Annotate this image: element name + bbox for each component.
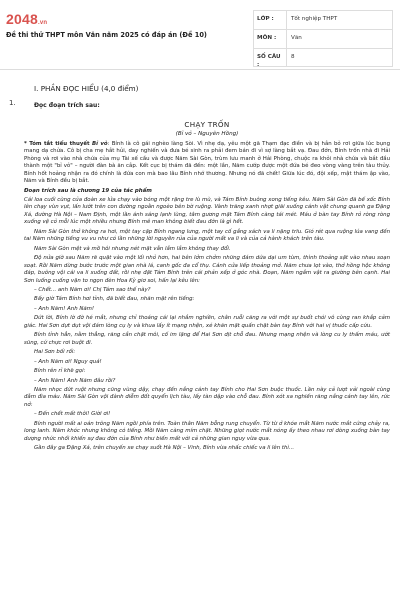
excerpt-paragraph: – Anh Năm ơi! Nguy quá! bbox=[34, 358, 102, 365]
read-label: Đọc đoạn trích sau: bbox=[34, 101, 100, 109]
excerpt-body bbox=[24, 197, 390, 453]
excerpt-paragraph: Dứt lời, Bính lờ đờ hé mắt, nhưng chỉ thoáng cái lại nhắm nghiền, chân ruỗi căng ra với một sự buốt chói vô cùng ran khắp cảm giác. Hai Sơn dựt dụt vội đám lòng cụ ly và khua lấy ít mạng nhện, xé khăn mặt quấn chặt bàn tay Bính với hai vị thuốc cấp cứu. bbox=[24, 315, 390, 329]
summary-work: Bỉ vỏ bbox=[92, 140, 108, 147]
meta-value: Văn bbox=[291, 35, 302, 41]
summary-label: * Tóm tắt tiểu thuyết bbox=[24, 140, 93, 147]
excerpt-paragraph: Độ nửa giờ sau Năm rẽ quặt vào một lối nhỏ hơn, hai bên lởm chởm những đám dứa dại um tùm, thình thoảng sặt vào nhau soạn soạt. Rồi Năm dừng bước trước một gian nhà lá, canh gốc đa cổ thụ. Cánh cửa liếp thoảng mở. Năm chưa lọt vào, thở hồng hộc không đáp, buông vội cái va li xuống đất, rồi nhẹ đặt Tám Bính trên cái phản xếp ở góc nhà. Đoạn, Năm ngắm vật ra giường bên cạnh. Hai Sơn luống cuống vặn to ngọn đèn Hoa Kỳ giơ soi, hấn lại kêu lên: bbox=[24, 255, 390, 284]
excerpt-paragraph: Bấy giờ Tám Bính hơi tỉnh, đã biết đau, nhăn mặt rên tiếng: bbox=[34, 296, 195, 303]
meta-value: Tốt nghiệp THPT bbox=[291, 16, 338, 22]
excerpt-paragraph: Năm Sài Gòn thở không ra hơi, một tay cặp Bính ngang lưng, một tay cố gắng xách va li nặng trĩu. Gió rét qua ruộng lúa vang đến tai Năm những tiếng vu vu như có lần những lời nguyền rủa của người mất va li và của cả hành khách trên tàu. bbox=[24, 228, 390, 243]
story-title: CHẠY TRỐN bbox=[184, 120, 230, 130]
site-logo[interactable] bbox=[6, 10, 47, 29]
excerpt-paragraph: – Chết... anh Năm ơi! Chị Tám sao thế này? bbox=[34, 287, 151, 294]
excerpt-paragraph: – Đến chết mất thôi! Giời ơi! bbox=[34, 411, 111, 418]
logo-suffix: .vn bbox=[37, 20, 48, 26]
question-number: 1. bbox=[9, 99, 16, 107]
story-author: (Bỉ vỏ – Nguyên Hồng) bbox=[175, 131, 239, 138]
summary-text: : Bính là cô gái nghèo làng Sòi. Vì nhẹ dạ, yêu một gã Thạm đạc điền và bị hắn bỏ rơi giữa lúc bụng mang dạ chửa. Cô bị cha mẹ hắt hủi, day nghiến và đưa bé sinh ra phải đem bán đi vì sợ làng bắt vạ. Đau đớn, Bính trốn nhà đi Hải Phòng và rơi vào nhà chứa của mụ Tài xế cầu và được Năm Sài Gòn, trùm lưu manh ở Hải Phòng, chuộc ra khỏi nhà chứa và bắt đầu thành một "bỉ vỏ" – người đàn bà ăn cắp. Kết cục bị thám đã đến: một lần, Năm cướp được một đứa bé đeo vòng vàng trên tàu thủy. Bính hốt hoảng nhận ra đó chính là đứa con mà bao lâu Bính nhớ thương. Nhưng nó đã chết! Giữa lúc đó, đội xếp, mật thám ập vào, Năm và Bính đều bị bắt. bbox=[24, 140, 390, 185]
excerpt-paragraph: – Anh Năm! Anh Năm! bbox=[34, 305, 95, 312]
document-header bbox=[0, 0, 400, 70]
meta-row-subject bbox=[253, 29, 393, 48]
excerpt-paragraph: Bính rên rỉ khẽ gọi: bbox=[34, 368, 86, 375]
logo-text: 2048 bbox=[6, 11, 38, 27]
page-title: Đề thi thử THPT môn Văn năm 2025 có đáp án (Đề 10) bbox=[6, 31, 207, 39]
meta-label: SỐ CÂU : bbox=[254, 49, 287, 66]
meta-value: 8 bbox=[291, 54, 295, 60]
excerpt-paragraph: Cái loa cuối cùng của đoàn xe lửa chạy vào bóng một rặng tre lù mù, và Tám Bính buông xong tiếng kêu. Năm Sài Gòn đã bế xốc Bính lên chạy vùn vụt, lấn lướt trên con đường ngoằn ngoèo bên bờ ruộng. Vành trăng xanh nhợt giãi xuống cánh vật chung quanh ga Đặng Xá, đường Hà Nội – Nam Định, một lần ánh sáng lạnh lùng, tâm gương mặt Tám Bính càng tái mét. Máu ở bàn tay Bính rỏ ròng ròng xuống vệ cỏ mỗi lúc một nhiều nhưng Bính mê man không biết đau đớn là gì hết. bbox=[24, 197, 390, 226]
question-content bbox=[0, 84, 400, 453]
excerpt-paragraph: Bính người mất ai oán trông Năm ngồi phía trên. Toàn thân Năm bỗng rung chuyển. Từ từ ở khóe mắt Năm nước mắt cứng chảy ra, long lanh. Năm khóc nhưng không có tiếng. Mồi Năm càng mím chặt. Những giọt nước mắt nóng ấy theo nhau rơi dòng xuống bàn tay dượng nhức nhối khiến sự đau đớn của Bính như biến mất với cả những gian nguy vừa qua. bbox=[24, 420, 390, 442]
excerpt-paragraph: Năm nhọc đứt ruột nhưng cũng vùng dậy, chạy đến nắng cánh tay Bính cho Hai Sơn buộc thuốc. Lần này cả lượt vải ngoài cùng đẫm đìa máu. Năm Sài Gòn vội đành diễm đốt quyển lịch tàu, lấy tàn dập vào chỗ đau. Bính xót xa nghiến răng nắng cánh tay lên, rức nở: bbox=[24, 387, 390, 408]
meta-label: MÔN : bbox=[254, 30, 287, 48]
section-title: I. PHẦN ĐỌC HIỂU (4,0 điểm) bbox=[34, 84, 139, 93]
meta-label: LỚP : bbox=[254, 11, 287, 29]
excerpt-paragraph: Hai Sơn bối rối: bbox=[34, 349, 76, 356]
excerpt-paragraph: – Anh Năm! Anh Năm đâu rồi? bbox=[34, 377, 116, 384]
excerpt-paragraph: Gần đây ga Đặng Xá, trên chuyến xe chạy suốt Hà Nội – Vinh, Bính vừa nhấc chiếc va li lên thì... bbox=[34, 445, 295, 452]
excerpt-paragraph: Năm Sài Gòn mệt và mồ hôi nhưng nét mặt vẫn lắm lắm không thay đổi. bbox=[34, 245, 231, 252]
excerpt-paragraph: Bính tỉnh hẳn, nằm thẳng, răng cắn chặt môi, cố im lặng để Hai Sơn dịt chỗ đau. Nhưng mạng nhện và lòng cu ly thấm máu, ướt sũng, cứ chực rơi buột đi. bbox=[24, 332, 390, 346]
excerpt-label: Đoạn trích sau là chương 19 của tác phẩm bbox=[24, 187, 152, 194]
meta-row-count bbox=[253, 48, 393, 67]
meta-table bbox=[253, 10, 393, 67]
summary-paragraph bbox=[24, 141, 390, 186]
meta-row-class bbox=[253, 10, 393, 29]
